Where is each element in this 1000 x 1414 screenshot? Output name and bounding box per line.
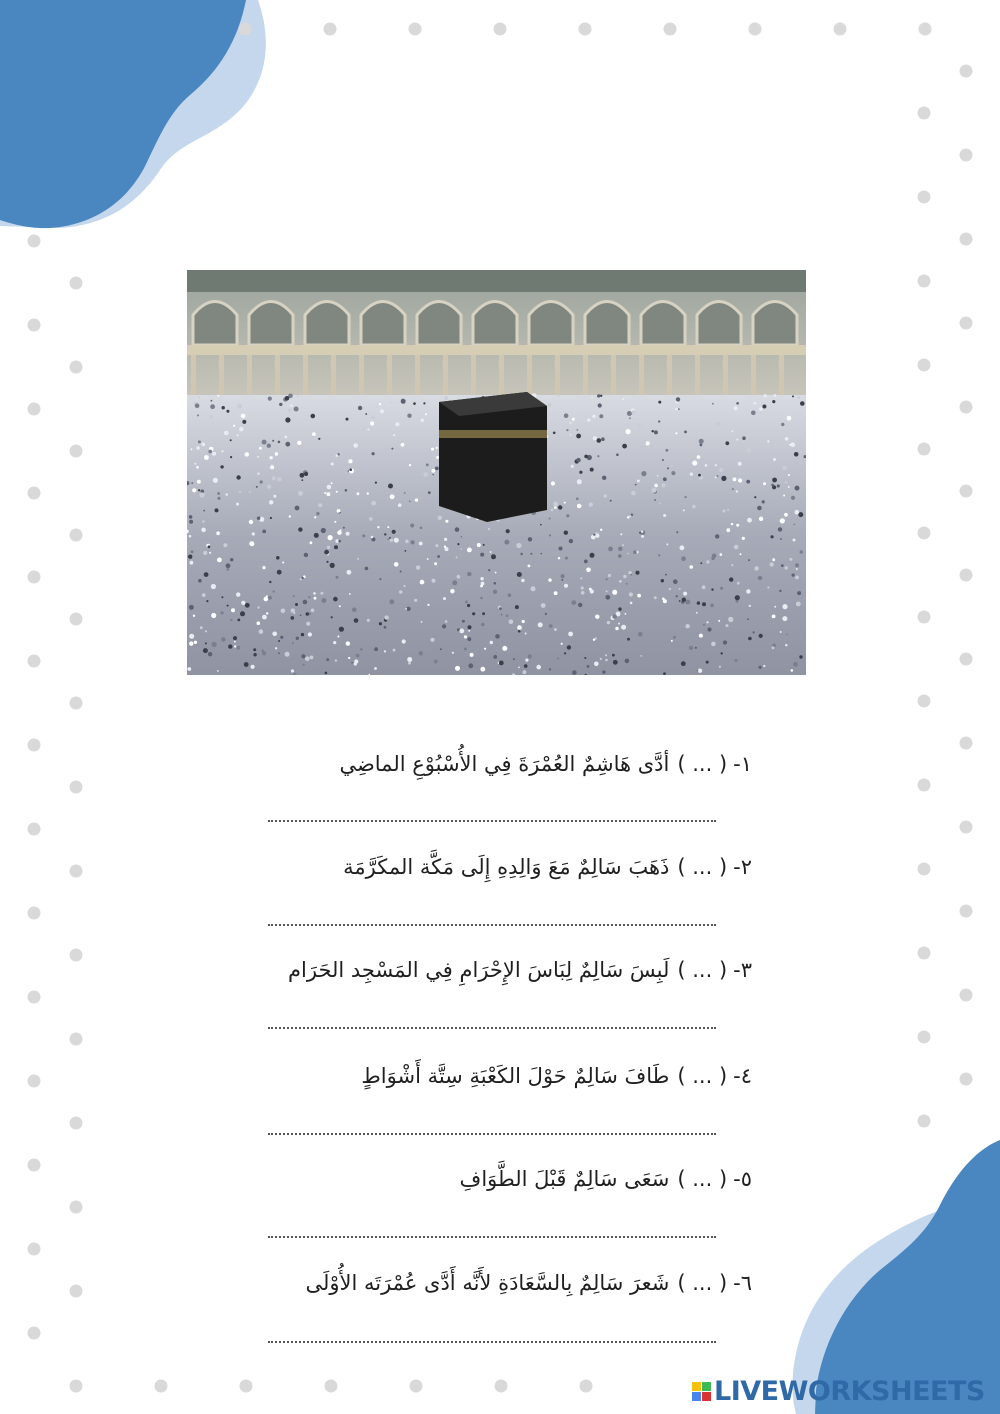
border-dot xyxy=(960,569,973,582)
question-2 xyxy=(232,855,752,879)
border-dot xyxy=(960,401,973,414)
border-dot xyxy=(579,23,592,36)
border-dot xyxy=(960,317,973,330)
border-dot xyxy=(70,949,83,962)
question-3 xyxy=(232,958,752,982)
border-dot xyxy=(70,865,83,878)
border-dot xyxy=(239,23,252,36)
answer-line[interactable] xyxy=(268,1133,716,1135)
border-dot xyxy=(918,275,931,288)
border-dot xyxy=(580,1380,593,1393)
answer-blank[interactable]: ( ... ) xyxy=(677,752,728,776)
border-dot xyxy=(918,611,931,624)
border-dot xyxy=(70,613,83,626)
border-dot xyxy=(918,1031,931,1044)
border-dot xyxy=(28,907,41,920)
liveworksheets-icon xyxy=(692,1382,711,1401)
border-dot xyxy=(28,403,41,416)
question-text: طَافَ سَالِمٌ حَوْلَ الكَعْبَةِ سِتَّة أَشْوَاطٍ xyxy=(361,1064,670,1088)
border-dot xyxy=(409,23,422,36)
border-dot xyxy=(70,529,83,542)
border-dot xyxy=(960,485,973,498)
border-dot xyxy=(960,821,973,834)
border-dot xyxy=(918,443,931,456)
liveworksheets-logo[interactable] xyxy=(692,1374,985,1408)
border-dot xyxy=(28,991,41,1004)
border-dot xyxy=(70,1117,83,1130)
question-4 xyxy=(232,1064,752,1088)
answer-line[interactable] xyxy=(268,1027,716,1029)
border-dot xyxy=(918,359,931,372)
border-dot xyxy=(918,191,931,204)
answer-blank[interactable]: ( ... ) xyxy=(677,1064,728,1088)
border-dot xyxy=(28,739,41,752)
question-text: شَعرَ سَالِمٌ بِالسَّعَادَةِ لأَنَّه أَدَّى عُمْرَتَه الأُوْلَى xyxy=(305,1271,670,1295)
border-dot xyxy=(240,1380,253,1393)
answer-blank[interactable]: ( ... ) xyxy=(677,1271,728,1295)
border-dot xyxy=(28,1243,41,1256)
answer-blank[interactable]: ( ... ) xyxy=(677,958,728,982)
question-number: ٣- xyxy=(733,958,752,982)
border-dot xyxy=(70,1201,83,1214)
border-dot xyxy=(28,487,41,500)
border-dot xyxy=(28,1159,41,1172)
answer-line[interactable] xyxy=(268,1236,716,1238)
border-dot xyxy=(918,947,931,960)
border-dot xyxy=(70,781,83,794)
border-dot xyxy=(325,1380,338,1393)
border-dot xyxy=(918,779,931,792)
border-dot xyxy=(918,527,931,540)
border-dot xyxy=(28,823,41,836)
border-dot xyxy=(664,23,677,36)
question-6 xyxy=(232,1271,752,1295)
border-dot xyxy=(70,445,83,458)
border-dot xyxy=(749,23,762,36)
answer-line[interactable] xyxy=(268,820,716,822)
border-dot xyxy=(70,361,83,374)
question-number: ٦- xyxy=(733,1271,752,1295)
border-dot xyxy=(324,23,337,36)
border-dot xyxy=(28,655,41,668)
border-dot xyxy=(960,653,973,666)
border-dot xyxy=(919,23,932,36)
question-text: لَبِسَ سَالِمٌ لِبَاسَ الإِحْرَامِ فِي المَسْجِد الحَرَام xyxy=(288,958,670,982)
border-dot xyxy=(960,149,973,162)
border-dot xyxy=(960,233,973,246)
question-number: ٤- xyxy=(733,1064,752,1088)
brand-name: LIVEWORKSHEETS xyxy=(714,1375,985,1407)
question-number: ٢- xyxy=(733,855,752,879)
kaaba-photo xyxy=(187,270,806,675)
question-text: سَعَى سَالِمٌ قَبْلَ الطَّوَافِ xyxy=(459,1167,670,1191)
answer-blank[interactable]: ( ... ) xyxy=(677,855,728,879)
border-dot xyxy=(28,1075,41,1088)
question-text: ذَهَبَ سَالِمٌ مَعَ وَالِدِهِ إِلَى مَكَّة المكَرَّمَة xyxy=(343,855,670,879)
border-dot xyxy=(918,1115,931,1128)
answer-blank[interactable]: ( ... ) xyxy=(677,1167,728,1191)
border-dot xyxy=(70,697,83,710)
border-dot xyxy=(960,65,973,78)
border-dot xyxy=(494,23,507,36)
border-dot xyxy=(28,235,41,248)
border-dot xyxy=(960,989,973,1002)
border-dot xyxy=(28,571,41,584)
border-dot xyxy=(918,695,931,708)
border-dot xyxy=(410,1380,423,1393)
border-dot xyxy=(495,1380,508,1393)
question-number: ٥- xyxy=(733,1167,752,1191)
border-dot xyxy=(960,905,973,918)
border-dot xyxy=(70,1285,83,1298)
border-dot xyxy=(28,319,41,332)
border-dot xyxy=(960,737,973,750)
border-dot xyxy=(960,1073,973,1086)
border-dot xyxy=(70,1380,83,1393)
border-dot xyxy=(70,277,83,290)
answer-line[interactable] xyxy=(268,924,716,926)
border-dot xyxy=(70,1033,83,1046)
question-number: ١- xyxy=(733,752,752,776)
question-1 xyxy=(232,752,752,776)
border-dot xyxy=(834,23,847,36)
answer-line[interactable] xyxy=(268,1341,716,1343)
border-dot xyxy=(155,1380,168,1393)
border-dot xyxy=(918,107,931,120)
question-5 xyxy=(232,1167,752,1191)
border-dot xyxy=(28,1327,41,1340)
border-dot xyxy=(918,863,931,876)
question-text: أدَّى هَاشِمٌ العُمْرَةَ فِي الأُسْبُوْعِ الماضِي xyxy=(339,752,670,776)
